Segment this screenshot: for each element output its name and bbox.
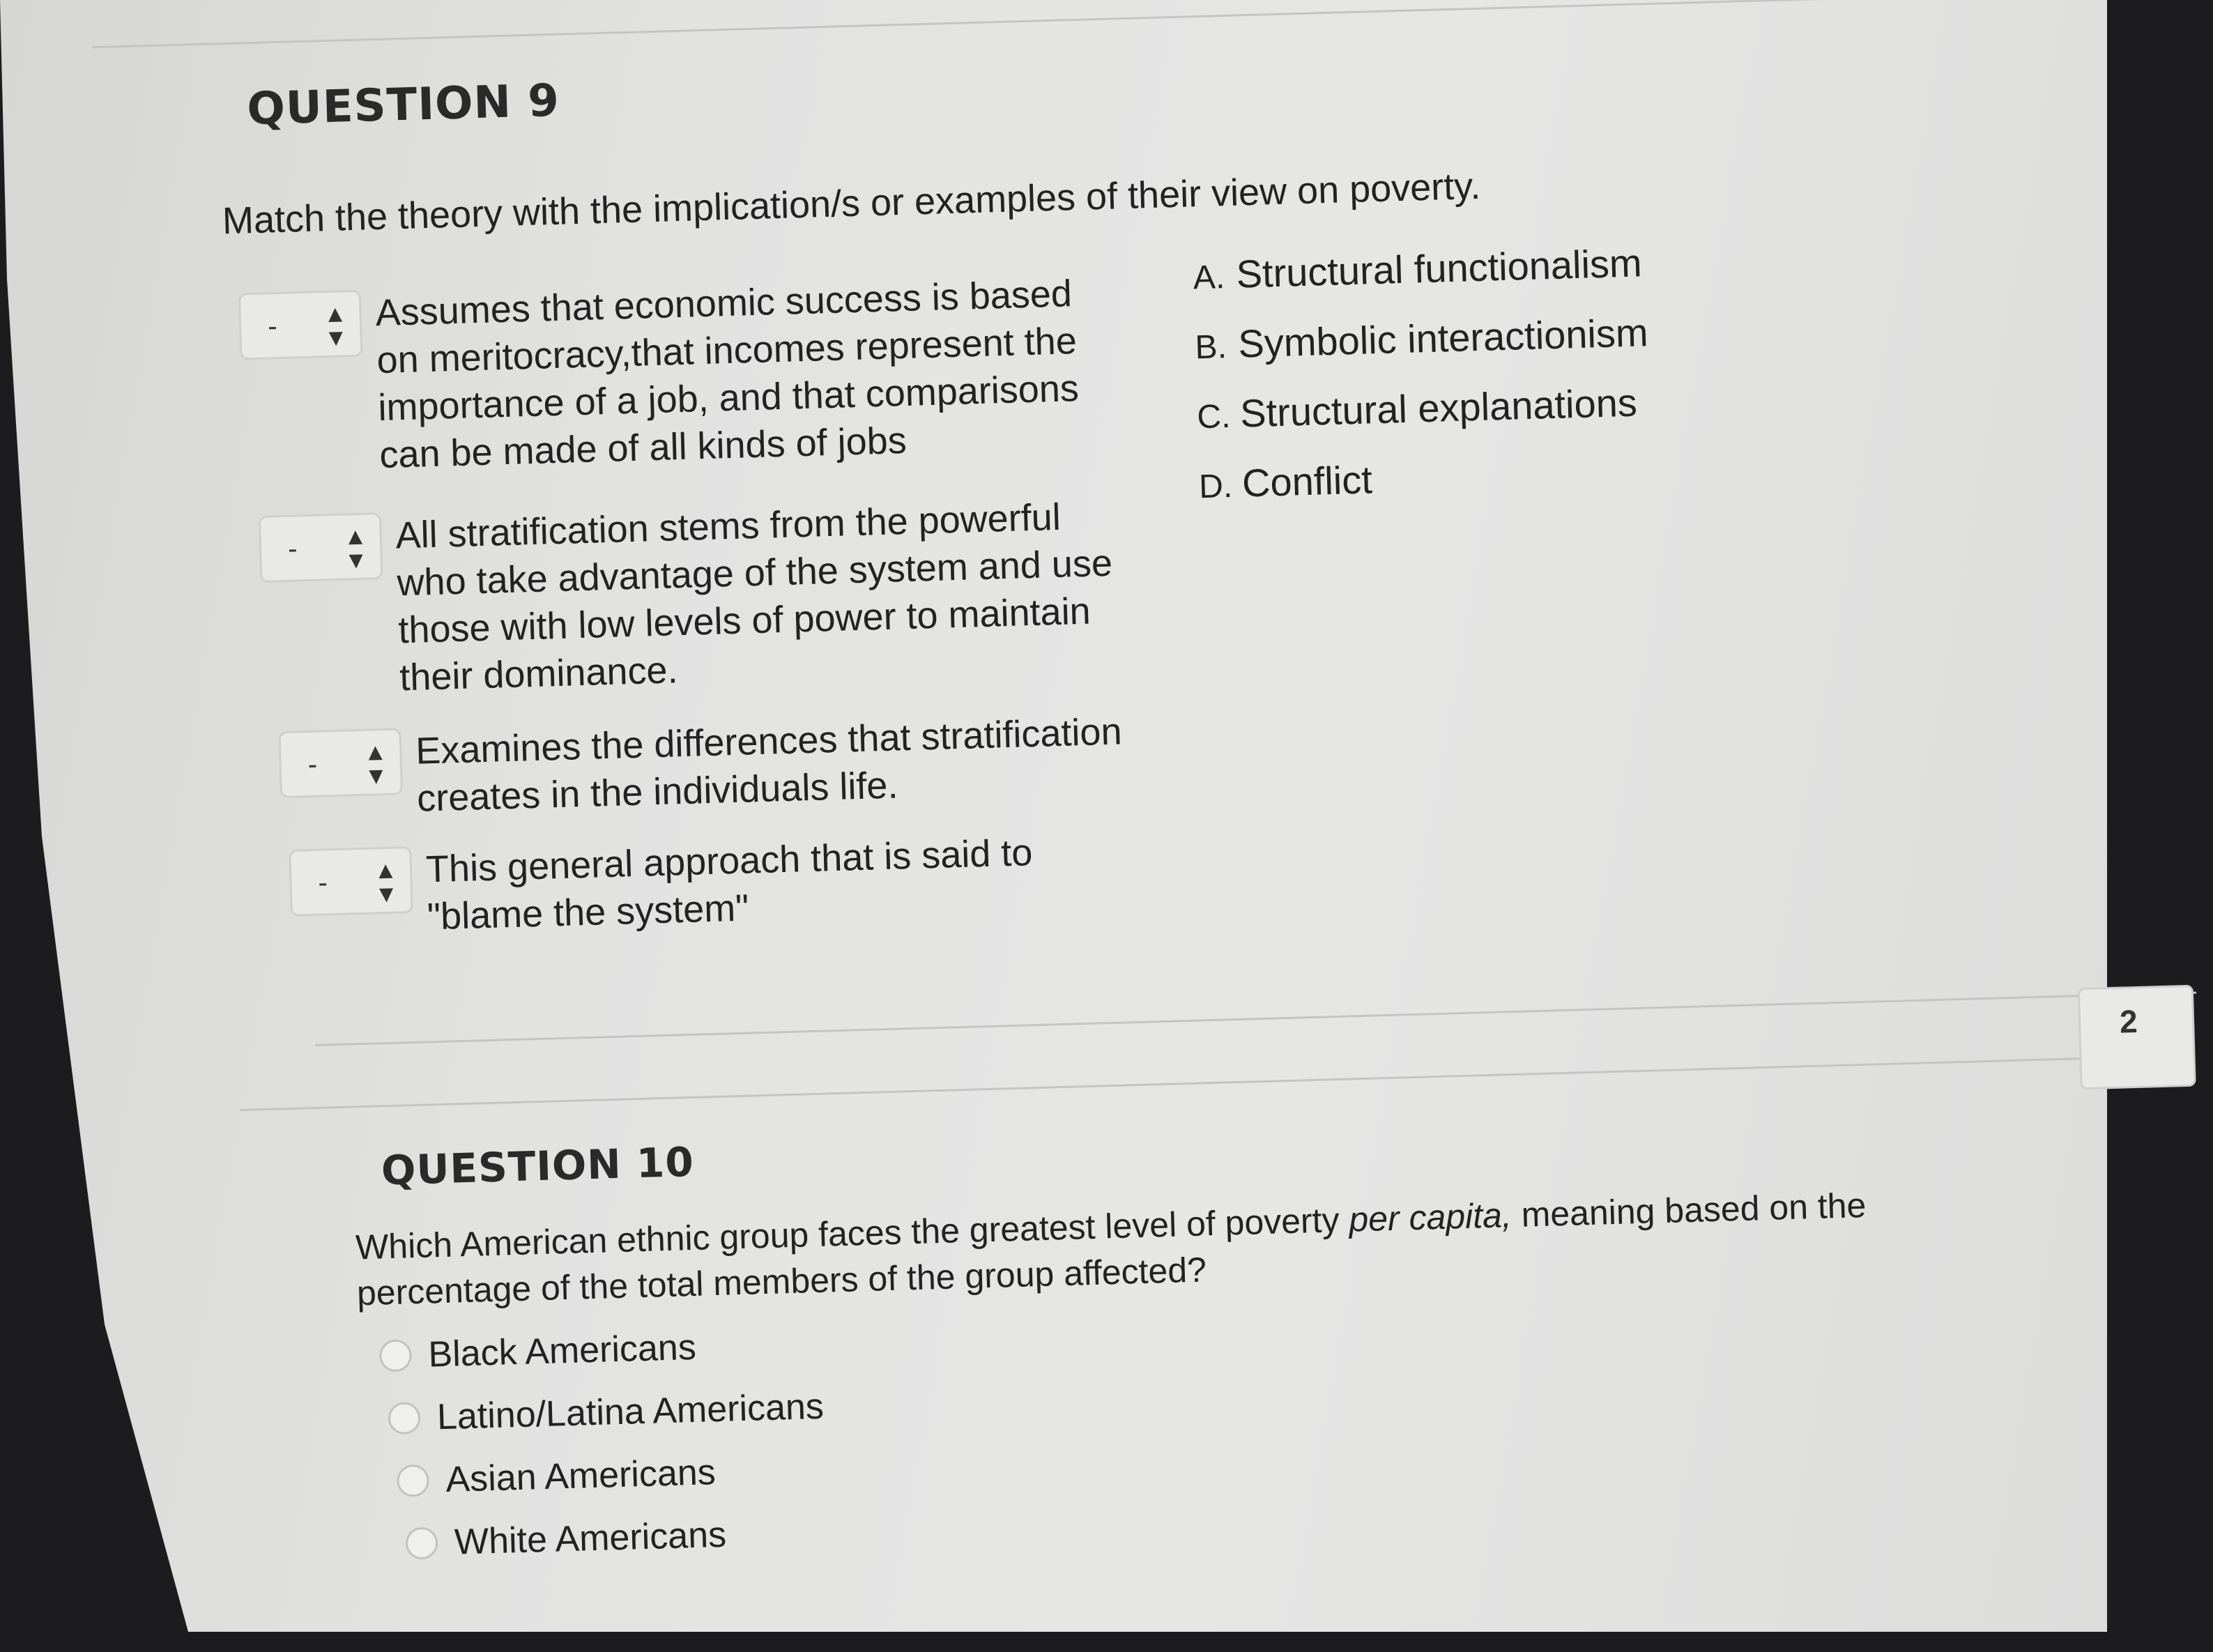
match-statement-1: Assumes that economic success is based on meritocracy,that incomes represent the importance of a job, and that comparisons can be made of all kinds of jobs — [374, 273, 1080, 477]
option-white-americans[interactable] — [405, 1514, 727, 1565]
choice-label: Structural explanations — [1239, 380, 1638, 436]
option-label: Black Americans — [427, 1326, 697, 1375]
option-black-americans[interactable] — [379, 1326, 697, 1377]
updown-arrows-icon: ▲ ▼ — [343, 523, 369, 574]
choice-c — [1196, 379, 1651, 461]
match-statement-4: This general approach that is said to "blame the system" — [425, 832, 1034, 938]
choice-letter: C. — [1196, 397, 1232, 436]
match-statement-2: All stratification stems from the powerful who take advantage of the system and use those with low levels of power to maintain their dominance. — [395, 496, 1113, 699]
choice-d — [1198, 449, 1653, 531]
choice-a — [1193, 240, 1648, 322]
match-select-3[interactable] — [278, 728, 403, 798]
match-select-4[interactable] — [289, 846, 413, 917]
choice-letter: B. — [1194, 328, 1227, 367]
answer-choices-list — [1193, 240, 1653, 531]
choice-letter: A. — [1193, 259, 1225, 297]
select-value: - — [307, 749, 318, 781]
option-latino-americans[interactable] — [388, 1386, 824, 1439]
updown-arrows-icon: ▲ ▼ — [373, 857, 399, 908]
radio-button[interactable] — [379, 1339, 412, 1372]
match-row-1 — [238, 270, 1081, 482]
updown-arrows-icon: ▲ ▼ — [363, 738, 388, 790]
side-points-box — [2078, 985, 2196, 1090]
prompt-text-line2: percentage of the total members of the group affected? — [356, 1250, 1207, 1313]
question-10-prompt — [355, 1182, 1868, 1316]
choice-label: Symbolic interactionism — [1237, 310, 1649, 366]
question-9-title: QUESTION 9 — [246, 75, 560, 136]
side-points-text: 2 — [2119, 1002, 2138, 1040]
option-label: Asian Americans — [445, 1452, 717, 1500]
prompt-emphasis: per capita, — [1348, 1195, 1513, 1239]
choice-label: Conflict — [1241, 457, 1373, 505]
prompt-text-part2: meaning based on the — [1510, 1185, 1867, 1235]
radio-button[interactable] — [388, 1402, 420, 1435]
match-row-3 — [278, 708, 1124, 826]
choice-letter: D. — [1198, 467, 1233, 506]
question-10-title: QUESTION 10 — [381, 1138, 695, 1195]
quiz-frame — [15, 0, 2166, 1652]
match-select-1[interactable] — [238, 290, 363, 360]
prompt-text-part1: Which American ethnic group faces the greatest level of poverty — [355, 1200, 1350, 1267]
select-value: - — [267, 311, 278, 342]
choice-b — [1195, 309, 1650, 392]
option-label: Latino/Latina Americans — [436, 1386, 825, 1438]
match-row-4 — [289, 829, 1034, 944]
option-asian-americans[interactable] — [397, 1451, 717, 1502]
question-9-prompt: Match the theory with the implication/s or examples of their view on poverty. — [222, 165, 1481, 243]
radio-button[interactable] — [405, 1527, 438, 1559]
question-9-divider — [315, 992, 2196, 1046]
updown-arrows-icon: ▲ ▼ — [323, 300, 349, 352]
option-label: White Americans — [454, 1514, 727, 1563]
match-row-2 — [259, 492, 1116, 705]
choice-label: Structural functionalism — [1235, 240, 1643, 296]
match-select-2[interactable] — [259, 512, 383, 583]
question-10-divider — [240, 1057, 2122, 1111]
select-value: - — [287, 533, 298, 565]
radio-button[interactable] — [397, 1464, 429, 1497]
match-statement-3: Examines the differences that stratification creates in the individuals life. — [415, 710, 1123, 820]
select-value: - — [317, 867, 328, 898]
